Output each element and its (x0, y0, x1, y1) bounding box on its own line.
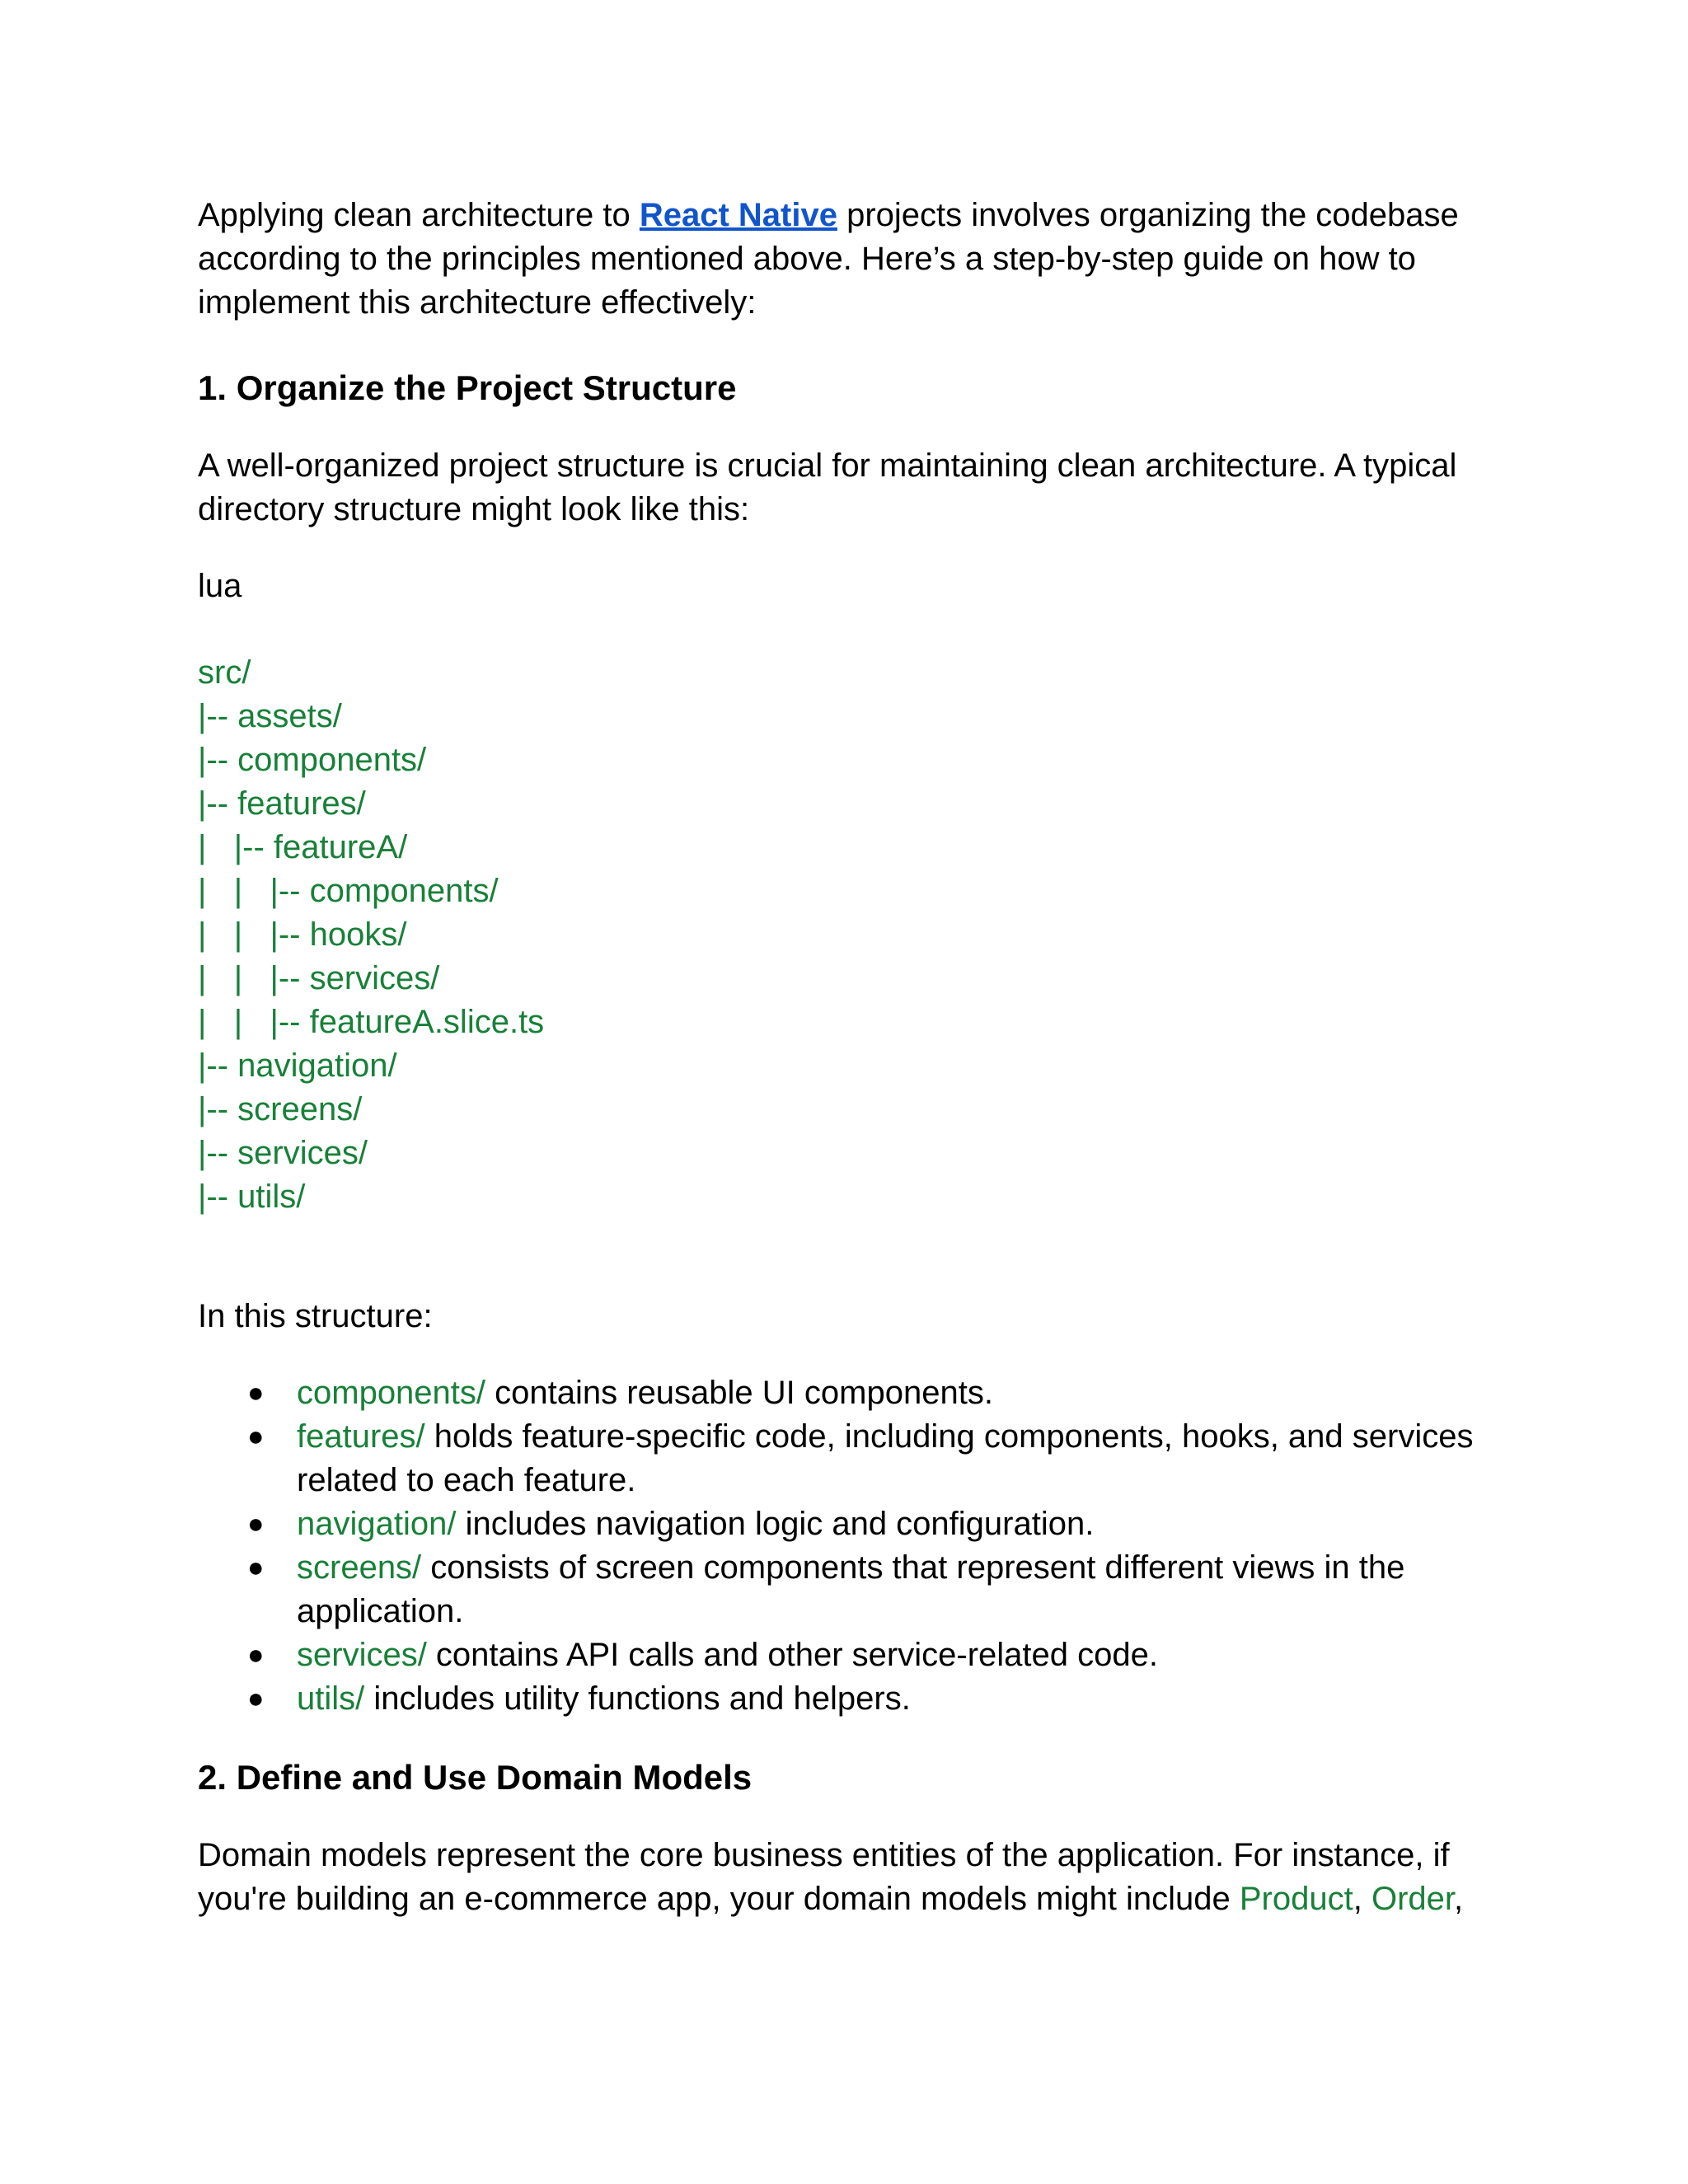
document-content (198, 194, 1500, 1921)
section2-heading: 2. Define and Use Domain Models (198, 1758, 753, 1797)
list-item (198, 1415, 1500, 1502)
code-language-label: lua (198, 568, 242, 604)
bullet-code: navigation/ (297, 1506, 457, 1542)
code-line: | | |-- services/ (198, 960, 440, 996)
section1-heading: 1. Organize the Project Structure (198, 368, 737, 407)
separator: , (1353, 1881, 1372, 1917)
list-item (198, 1546, 1500, 1633)
bullet-icon: ● (247, 1421, 265, 1452)
bullet-text: includes navigation logic and configuration. (456, 1506, 1095, 1542)
bullet-text: contains reusable UI components. (485, 1375, 993, 1411)
code-line: | |-- featureA/ (198, 829, 408, 865)
bullet-icon: ● (247, 1639, 265, 1671)
section1-paragraph: A well-organized project structure is crucial for maintaining clean architecture. A typical directory structure might look like this: (198, 448, 1457, 527)
bullet-icon: ● (247, 1552, 265, 1583)
bullet-code: components/ (297, 1375, 486, 1411)
bullet-text: contains API calls and other service-related code. (426, 1637, 1158, 1673)
code-line: |-- screens/ (198, 1091, 363, 1127)
code-line: |-- components/ (198, 742, 427, 778)
code-line: |-- assets/ (198, 698, 342, 734)
bullet-text: includes utility functions and helpers. (364, 1680, 911, 1717)
code-line: |-- utils/ (198, 1179, 306, 1215)
list-item (198, 1502, 1500, 1546)
code-line: |-- services/ (198, 1135, 368, 1171)
directory-structure-code (198, 651, 1500, 1219)
bullet-icon: ● (247, 1508, 265, 1540)
section2-paragraph (198, 1834, 1500, 1921)
domain-model-product: Product (1239, 1881, 1353, 1917)
bullet-code: features/ (297, 1418, 425, 1455)
list-item (198, 1633, 1500, 1677)
structure-bullet-list (198, 1371, 1500, 1721)
code-line: |-- features/ (198, 785, 366, 822)
code-line: |-- navigation/ (198, 1047, 397, 1084)
in-structure-text: In this structure: (198, 1298, 433, 1334)
intro-text-end: projects involves organizing the codebase according to the principles mentioned above. Here’s a step-by-step guide on how to implement this architecture effectively: (198, 197, 1459, 321)
domain-model-order: Order (1371, 1881, 1454, 1917)
code-line: | | |-- components/ (198, 873, 499, 909)
code-line: | | |-- hooks/ (198, 916, 407, 953)
section2-text: Domain models represent the core business entities of the application. For instance, if you're building an e-commerce app, your domain models might include (198, 1837, 1450, 1917)
bullet-text: consists of screen components that represent different views in the application. (297, 1549, 1405, 1629)
bullet-text: holds feature-specific code, including components, hooks, and services related to each feature. (297, 1418, 1474, 1498)
list-item (198, 1371, 1500, 1415)
bullet-code: screens/ (297, 1549, 422, 1586)
bullet-code: services/ (297, 1637, 427, 1673)
code-line: | | |-- featureA.slice.ts (198, 1004, 545, 1040)
list-item (198, 1677, 1500, 1721)
bullet-icon: ● (247, 1683, 265, 1714)
separator: , (1454, 1881, 1464, 1917)
react-native-link[interactable]: React Native (639, 197, 837, 233)
intro-paragraph (198, 194, 1500, 325)
intro-text-start: Applying clean architecture to (198, 197, 640, 233)
bullet-icon: ● (247, 1377, 265, 1408)
bullet-code: utils/ (297, 1680, 365, 1717)
code-line: src/ (198, 654, 251, 691)
